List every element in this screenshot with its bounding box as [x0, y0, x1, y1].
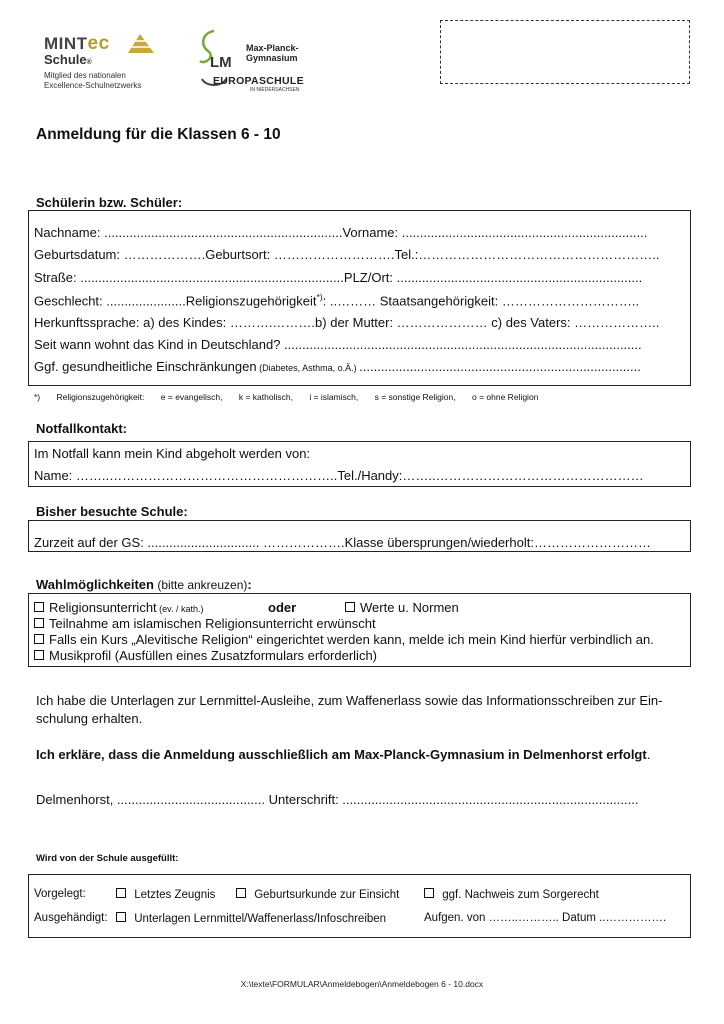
choices-heading	[36, 577, 252, 592]
emergency-name-line[interactable]: Name: ……..……………………………………………..Tel./Handy:……..…………………………………………	[34, 468, 644, 483]
aufgen-line[interactable]: Aufgen. von ……..……….. Datum ..…………….	[424, 912, 667, 924]
religion-checkbox[interactable]	[34, 602, 44, 612]
sorge-checkbox[interactable]	[424, 888, 434, 898]
footnote-mark: *)	[34, 392, 41, 402]
geburt-label: Geburtsurkunde zur Einsicht	[254, 889, 400, 901]
previous-school-heading: Bisher besuchte Schule:	[36, 504, 188, 519]
nationality-text: : ..……… Staatsangehörigkeit: …………………………..	[322, 293, 640, 309]
address-line[interactable]: Straße: .........................................................................PLZ/Ort: ....................................................................	[34, 270, 643, 285]
musik-label: Musikprofil (Ausfüllen eines Zusatzformulars erforderlich)	[49, 648, 378, 663]
previous-school-line[interactable]: Zurzeit auf der GS: ............................... ……………….Klasse übersprungen/wiederholt:………………………	[34, 535, 651, 550]
photo-stamp-box	[440, 20, 690, 84]
footnote-s: s = sonstige Religion,	[374, 392, 456, 402]
mintec-pyramid-icon	[126, 33, 156, 55]
declaration-period: .	[646, 747, 651, 762]
werte-label: Werte u. Normen	[360, 600, 459, 615]
footnote-o: o = ohne Religion	[472, 392, 539, 402]
office-heading: Wird von der Schule ausgefüllt:	[36, 853, 179, 864]
europaschule-label: EUROPASCHULE	[213, 75, 304, 87]
choices-heading-hint: (bitte ankreuzen)	[153, 578, 248, 592]
mpg-logo	[196, 27, 312, 95]
mintec-subtitle	[44, 71, 141, 91]
choice-werte[interactable]	[345, 600, 459, 615]
signature-line[interactable]: Delmenhorst, ......................................... Unterschrift: ..................................................................................	[36, 792, 639, 807]
vorgelegt-label: Vorgelegt:	[34, 888, 86, 900]
mintec-sub2: Excellence-Schulnetzwerks	[44, 81, 142, 90]
gender-religion-line[interactable]	[34, 292, 639, 308]
choices-heading-colon: :	[247, 577, 252, 592]
health-label: Ggf. gesundheitliche Einschränkungen	[34, 359, 257, 374]
health-dots: ..............................................................................	[359, 359, 641, 374]
check-zeugnis[interactable]	[116, 888, 215, 901]
student-heading: Schülerin bzw. Schüler:	[36, 195, 183, 210]
werte-checkbox[interactable]	[345, 602, 355, 612]
geburt-checkbox[interactable]	[236, 888, 246, 898]
declaration	[36, 746, 686, 764]
choice-musik[interactable]	[34, 648, 377, 663]
documents-statement: Ich habe die Unterlagen zur Lernmittel-Ausleihe, zum Waffenerlass sowie das Informationsschreiben zur Ein-schulung erhalten.	[36, 693, 663, 726]
page-title: Anmeldung für die Klassen 6 - 10	[36, 126, 281, 143]
mintec-logo	[44, 33, 184, 95]
health-line[interactable]	[34, 359, 641, 374]
check-sorge[interactable]	[424, 888, 599, 901]
choice-islam[interactable]	[34, 616, 376, 631]
islam-label: Teilnahme am islamischen Religionsunterricht erwünscht	[49, 616, 376, 631]
residence-line[interactable]: Seit wann wohnt das Kind in Deutschland? ...................................................................................................	[34, 337, 642, 352]
health-examples: (Diabetes, Asthma, o.Ä.)	[256, 363, 360, 373]
declaration-text: Ich erkläre, dass die Anmeldung ausschließlich am Max-Planck-Gymnasium in Delmenhorst erfolgt	[36, 747, 647, 762]
footnote-e: e = evangelisch,	[160, 392, 223, 402]
religion-hint: (ev. / kath.)	[156, 604, 204, 614]
europaschule-sublabel: IN NIEDERSACHSEN	[250, 87, 300, 93]
alevi-checkbox[interactable]	[34, 634, 44, 644]
name-line[interactable]: Nachname: ..................................................................Vorname: ....................................................................	[34, 225, 648, 240]
mpg-school-name	[246, 43, 299, 63]
footnote-i: i = islamisch,	[309, 392, 359, 402]
ausgehaendigt-label: Ausgehändigt:	[34, 912, 108, 924]
mintec-schule: Schule®	[44, 52, 92, 67]
zeugnis-label: Letztes Zeugnis	[134, 889, 216, 901]
religion-label: Religionsunterricht	[49, 600, 157, 615]
gender-text: Geschlecht: ......................Religionszugehörigkeit	[34, 293, 317, 309]
language-line[interactable]: Herkunftssprache: a) des Kindes: ……….……….b) der Mutter: ………………… c) des Vaters: ………………..	[34, 315, 660, 330]
alevi-label: Falls ein Kurs „Alevitische Religion“ eingerichtet werden kann, melde ich mein Kind hierfür verbindlich an.	[49, 632, 654, 647]
mintec-brand-text: MINT	[44, 34, 88, 53]
mpg-name-line2: Gymnasium	[246, 53, 298, 63]
zeugnis-checkbox[interactable]	[116, 888, 126, 898]
mintec-brand-ec: ec	[87, 33, 110, 54]
emergency-heading: Notfallkontakt:	[36, 421, 127, 436]
office-box	[28, 874, 691, 938]
check-geburt[interactable]	[236, 888, 399, 901]
birth-line[interactable]: Geburtsdatum: ……………….Geburtsort: ……………………….Tel.:………………………………………………..	[34, 247, 660, 262]
religion-footnote	[34, 392, 552, 402]
mintec-schule-text: Schule	[44, 52, 87, 67]
svg-text:LM: LM	[210, 54, 232, 71]
unterlagen-checkbox[interactable]	[116, 912, 126, 922]
footnote-k: k = katholisch,	[238, 392, 293, 402]
choice-alevi[interactable]	[34, 632, 654, 647]
mpg-name-line1: Max-Planck-	[246, 43, 299, 53]
sorge-label: ggf. Nachweis zum Sorgerecht	[442, 889, 599, 901]
musik-checkbox[interactable]	[34, 650, 44, 660]
oder-label: oder	[268, 600, 297, 615]
choice-religion[interactable]	[34, 600, 204, 615]
file-path-footer: X:\texte\FORMULAR\Anmeldebogen\Anmeldebogen 6 - 10.docx	[240, 979, 484, 989]
islam-checkbox[interactable]	[34, 618, 44, 628]
mintec-sub1: Mitglied des nationalen	[44, 71, 126, 80]
footnote-marker: *)	[316, 292, 323, 302]
emergency-intro: Im Notfall kann mein Kind abgeholt werden von:	[34, 446, 311, 461]
choices-heading-text: Wahlmöglichkeiten	[36, 577, 154, 592]
unterlagen-label: Unterlagen Lernmittel/Waffenerlass/Infoschreiben	[134, 913, 387, 925]
check-unterlagen[interactable]	[116, 912, 386, 925]
footnote-label: Religionszugehörigkeit:	[56, 392, 145, 402]
